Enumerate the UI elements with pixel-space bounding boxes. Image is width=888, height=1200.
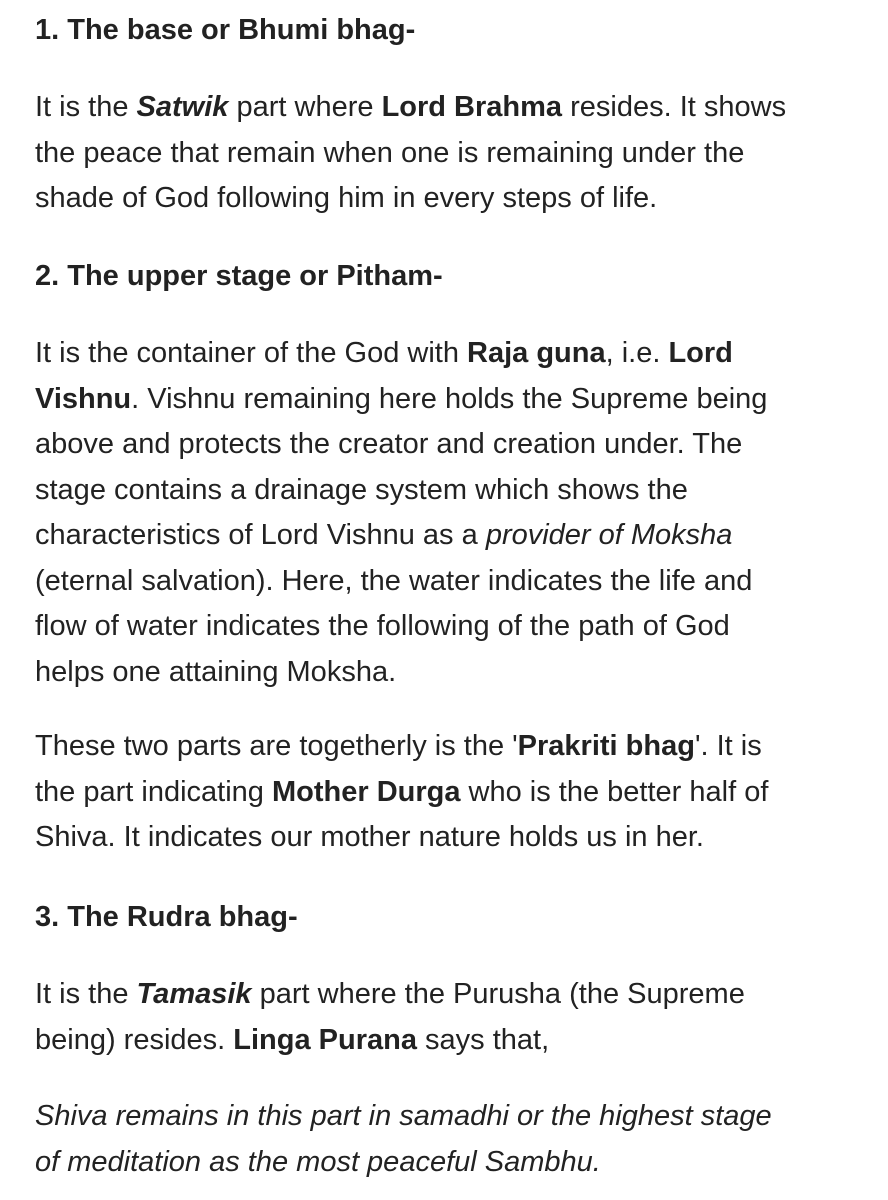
section-1-paragraph — [35, 85, 865, 222]
paragraph-line: the peace that remain when one is remaining under the — [35, 136, 745, 169]
paragraph-line — [35, 770, 865, 816]
paragraph-line — [35, 513, 865, 559]
emphasis-vishnu: Vishnu — [35, 382, 132, 415]
text-run: '. It is — [694, 730, 762, 762]
text-run: It is the container of the God with — [35, 337, 468, 369]
paragraph-line — [35, 377, 865, 423]
paragraph-line: helps one attaining Moksha. — [35, 655, 397, 688]
text-run: characteristics of Lord Vishnu as a — [35, 519, 486, 551]
emphasis-lord-brahma: Lord Brahma — [381, 91, 563, 123]
emphasis-mother-durga: Mother Durga — [271, 775, 461, 808]
emphasis-lord: Lord — [668, 337, 733, 369]
section-3-paragraph — [35, 972, 865, 1063]
paragraph-line: (eternal salvation). Here, the water indicates the life and — [35, 564, 753, 597]
text-run: says that, — [416, 1023, 550, 1056]
emphasis-tamasik: Tamasik — [136, 978, 252, 1010]
text-run: resides. It shows — [562, 91, 787, 123]
emphasis-satwik: Satwik — [136, 91, 229, 123]
paragraph-line — [35, 972, 865, 1018]
text-run: part where the Purusha (the Supreme — [251, 978, 745, 1010]
emphasis-provider-of-moksha: provider of Moksha — [485, 519, 733, 551]
paragraph-line: above and protects the creator and creation under. The — [35, 428, 743, 460]
text-run: It is the — [35, 978, 137, 1010]
emphasis-raja-guna: Raja guna — [467, 337, 606, 369]
emphasis-linga-purana: Linga Purana — [233, 1023, 417, 1056]
text-run: being) resides. — [35, 1023, 234, 1056]
paragraph-line: flow of water indicates the following of the path of God — [35, 610, 730, 642]
section-3-quote — [35, 1094, 865, 1185]
text-run: It is the — [35, 91, 137, 123]
text-run: part where — [228, 91, 382, 123]
paragraph-line: stage contains a drainage system which shows the — [35, 473, 688, 506]
paragraph-line — [35, 724, 865, 770]
paragraph-line: Shiva. It indicates our mother nature holds us in her. — [35, 821, 704, 853]
paragraph-line — [35, 331, 865, 377]
section-2-paragraph-1 — [35, 331, 865, 695]
text-run: These two parts are togetherly is the ' — [35, 730, 518, 762]
text-run: , i.e. — [605, 337, 669, 369]
paragraph-line — [35, 85, 865, 131]
section-2-paragraph-2 — [35, 724, 865, 861]
quote-line: of meditation as the most peaceful Sambhu. — [35, 1145, 601, 1178]
text-run: who is the better half of — [460, 775, 769, 808]
section-3-heading: 3. The Rudra bhag- — [35, 901, 298, 933]
paragraph-line: shade of God following him in every steps of life. — [35, 182, 658, 214]
section-1-heading: 1. The base or Bhumi bhag- — [35, 14, 416, 46]
text-run: the part indicating — [35, 775, 272, 808]
quote-line: Shiva remains in this part in samadhi or the highest stage — [35, 1100, 772, 1132]
emphasis-prakriti-bhag: Prakriti bhag — [517, 730, 695, 762]
section-2-heading: 2. The upper stage or Pitham- — [35, 260, 443, 292]
text-run: . Vishnu remaining here holds the Supreme being — [131, 382, 768, 415]
paragraph-line — [35, 1018, 865, 1064]
